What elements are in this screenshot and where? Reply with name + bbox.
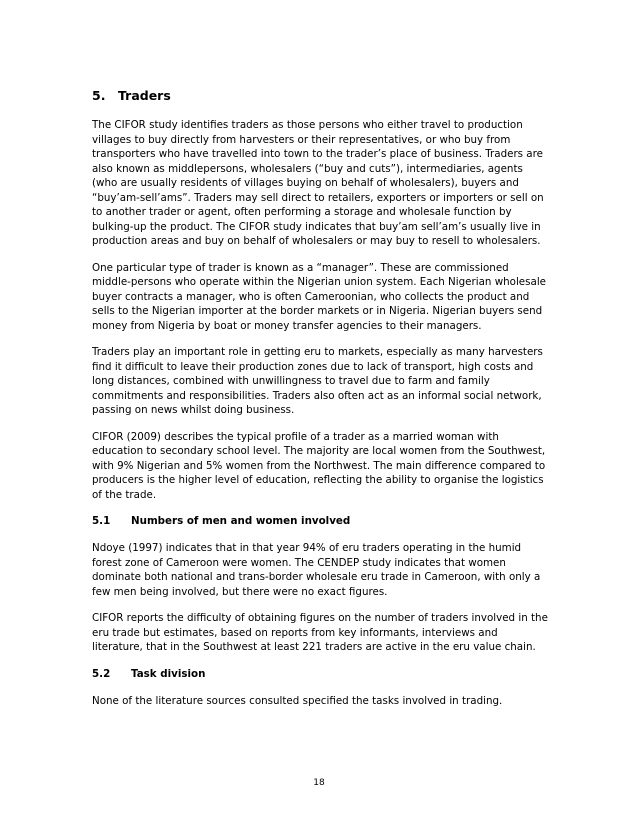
paragraph-traders-definition: The CIFOR study identifies traders as those persons who either travel to production villages to buy directly from harvesters or their representatives, or who buy from transporters who have travelled into town to the trader’s place of business. Traders are also known as middlepersons, wholesalers (“buy and cuts”), intermediaries, agents (who are usually residents of villages buying on behalf of wholesalers), buyers and “buy’am-sell’ams”. Traders may sell direct to retailers, exporters or importers or sell on to another trader or agent, often performing a storage and wholesale function by bulking-up the product. The CIFOR study indicates that buy’am sell’am’s usually live in production areas and buy on behalf of wholesalers or may buy to resell to wholesalers. bbox=[92, 119, 544, 247]
paragraph-task-division: None of the literature sources consulted specified the tasks involved in trading. bbox=[92, 694, 503, 707]
page-number: 18 bbox=[313, 778, 325, 788]
section-number: 5. bbox=[92, 88, 106, 103]
subsection-number: 5.2 bbox=[92, 667, 111, 680]
paragraph-trader-profile: CIFOR (2009) describes the typical profile of a trader as a married woman with education to secondary school level. The majority are local women from the Southwest, with 9% Nigerian and 5% women from the Northwest. The main difference compared to producers is the higher level of education, reflecting the ability to organise the logistics of the trade. bbox=[92, 430, 546, 501]
subsection-heading-5-1 bbox=[92, 514, 548, 528]
section-heading bbox=[92, 88, 548, 104]
paragraph-ndoye: Ndoye (1997) indicates that in that year 94% of eru traders operating in the humid forest zone of Cameroon were women. The CENDEP study indicates that women dominate both national and trans-border wholesale eru trade in Cameroon, with only a few men being involved, but there were no exact figures. bbox=[92, 542, 541, 598]
section-title: Traders bbox=[118, 88, 171, 103]
subsection-title: Numbers of men and women involved bbox=[131, 515, 351, 527]
subsection-heading-5-2 bbox=[92, 667, 548, 681]
subsection-number: 5.1 bbox=[92, 515, 111, 527]
paragraph-manager: One particular type of trader is known as a “manager”. These are commissioned middle-persons who operate within the Nigerian union system. Each Nigerian wholesale buyer contracts a manager, who is often Cameroonian, who collects the product and sells to the Nigerian importer at the border markets or in Nigeria. Nigerian buyers send money from Nigeria by boat or money transfer agencies to their managers. bbox=[92, 261, 547, 332]
paragraph-cifor-reports: CIFOR reports the difficulty of obtaining figures on the number of traders involved in the eru trade but estimates, based on reports from key informants, interviews and literature, that in the Southwest at least 221 traders are active in the eru value chain. bbox=[92, 612, 548, 653]
paragraph-traders-role: Traders play an important role in getting eru to markets, especially as many harvesters find it difficult to leave their production zones due to lack of transport, high costs and long distances, combined with unwillingness to travel due to farm and family commitments and responsibilities. Traders also often act as an informal social network, passing on news whilst doing business. bbox=[92, 346, 543, 416]
subsection-title: Task division bbox=[131, 667, 206, 680]
document-page bbox=[92, 88, 548, 720]
